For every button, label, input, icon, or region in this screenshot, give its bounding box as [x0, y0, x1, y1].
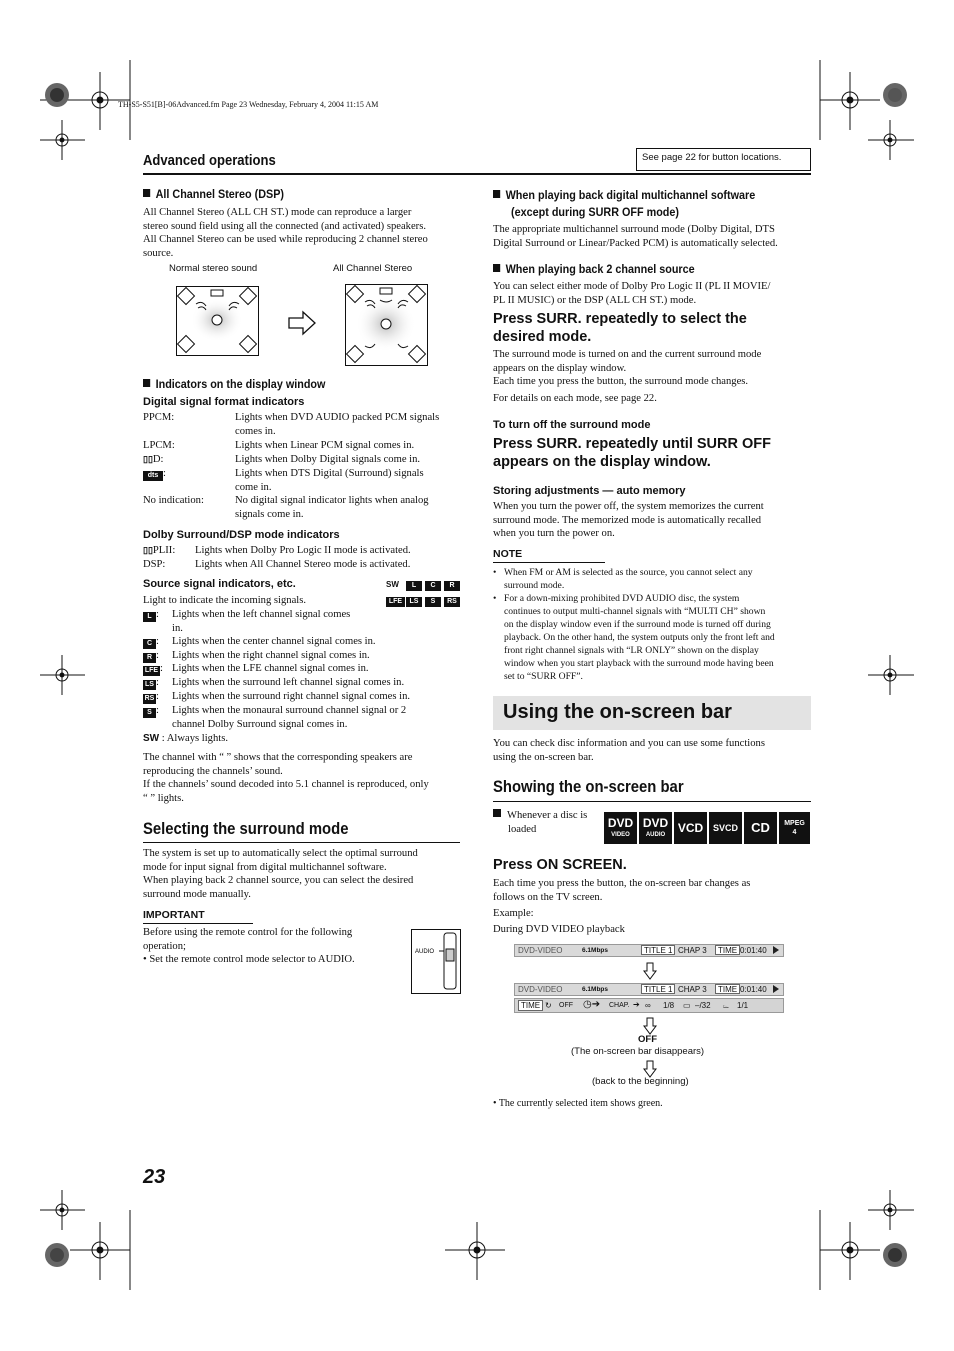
multi-body: The appropriate multichannel surround mode (Dolby Digital, DTS Digital Surround or Linear/Packed PCM) is automatically selected.	[493, 224, 778, 249]
press-surr-instruction: Press SURR. repeatedly to select the desired mode.	[493, 311, 747, 345]
showing-heading: Showing the on-screen bar	[493, 778, 684, 796]
fig-label-normal: Normal stereo sound	[169, 263, 258, 274]
note-list: • When FM or AM is selected as the source, you cannot select any surround mode. • For a down-mixing prohibited DVD AUDIO disc, the system continues to output multi-channel signals with “MULTI CH” shown on the display window even if the surround mode is turned off during playback. On the other hand, the system outputs only the front left and front right channel signals with “LR ONLY” shown on the display window when you start playback with the surround mode having been set to “SURR OFF”.	[493, 567, 775, 682]
final-note: • The currently selected item shows green.	[493, 1098, 663, 1109]
repeat-icon: ↻	[545, 1001, 552, 1010]
whenever-note: Whenever a disc is loaded	[493, 809, 587, 836]
dts-logo-icon: dts	[143, 471, 163, 481]
on-screen-bar-2-functions: TIME ↻ OFF ◷➔ CHAP. ➔ ∞ 1/8 ▭ –/32 ⌳ 1/1	[514, 998, 784, 1013]
important-body: Before using the remote control for the following operation; • Set the remote control mode selector to AUDIO.	[143, 927, 355, 966]
mpeg4-badge: MPEG 4	[779, 812, 810, 844]
storing-body: When you turn the power off, the system memorizes the current surround mode. The memorized mode is automatically recalled when you turn the power on.	[493, 501, 764, 540]
header-rule	[143, 173, 811, 175]
svcd-badge: SVCD	[709, 812, 742, 844]
dvd-audio-badge: DVD AUDIO	[639, 812, 672, 844]
press-on-screen: Press ON SCREEN.	[493, 857, 627, 873]
dvd-video-badge: DVD VIDEO	[604, 812, 637, 844]
down-arrow-icon	[643, 962, 657, 980]
page-number: 23	[143, 1166, 166, 1188]
press-off-instruction: Press SURR. repeatedly until SURR OFF appears on the display window.	[493, 436, 771, 470]
indicators-heading: Indicators on the display window	[143, 377, 325, 391]
back-note: (back to the beginning)	[592, 1076, 689, 1087]
angle-icon: ⌳	[723, 1001, 730, 1010]
important-label: IMPORTANT	[143, 909, 205, 921]
chapter-arrow-icon: ➔	[633, 1000, 640, 1009]
surround-heading: Selecting the surround mode	[143, 820, 349, 838]
clock-icon: ◷➔	[583, 999, 601, 1010]
acs-heading: All Channel Stereo (DSP)	[143, 187, 284, 201]
vcd-badge: VCD	[674, 812, 707, 844]
storing-heading: Storing adjustments — auto memory	[493, 485, 686, 497]
off-label: OFF	[638, 1034, 657, 1045]
source-intro: Light to indicate the incoming signals.	[143, 595, 306, 606]
acs-body: All Channel Stereo (ALL CH ST.) mode can reproduce a larger stereo sound field using all the connected (and activated) speakers. All Channel Stereo can be used while reproducing 2 channel stereo source.	[143, 207, 428, 259]
arrow-right-icon	[287, 310, 317, 336]
subtitle-icon: ▭	[683, 1001, 691, 1010]
banner-body: You can check disc information and you can use some functions using the on-screen bar.	[493, 738, 765, 763]
normal-stereo-diagram	[176, 286, 259, 356]
section-title: Advanced operations	[143, 153, 276, 169]
audio-label: AUDIO	[415, 949, 435, 955]
off-note: (The on-screen bar disappears)	[571, 1046, 705, 1057]
on-screen-bar-2: DVD-VIDEO 6.1Mbps TITLE 1 CHAP 3 TIME 0:01:40	[514, 983, 784, 996]
fig-label-all: All Channel Stereo	[333, 263, 413, 274]
play-icon	[773, 946, 779, 954]
on-screen-bar-1: DVD-VIDEO 6.1Mbps TITLE 1 CHAP 3 TIME 0:01:40	[514, 944, 784, 957]
section-banner: Using the on-screen bar	[493, 696, 811, 730]
all-channel-stereo-diagram	[345, 284, 428, 366]
surround-body: The system is set up to automatically select the optimal surround mode for input signal from digital multichannel software. When playing back 2 channel source, you can select the desired surround mode manually.	[143, 848, 418, 900]
two-channel-heading: When playing back 2 channel source	[493, 262, 695, 276]
press-surr-body: The surround mode is turned on and the current surround mode appears on the display window. Each time you press the button, the surround mode changes. For details on each mode, see page 22.	[493, 349, 762, 404]
note-box: See page 22 for button locations.	[636, 148, 811, 171]
down-arrow-icon	[643, 1017, 657, 1035]
digital-heading: Digital signal format indicators	[143, 396, 305, 408]
turn-off-heading: To turn off the surround mode	[493, 419, 651, 431]
audio-selector-illustration	[411, 929, 461, 994]
multi-heading: When playing back digital multichannel software (except during SURR OFF mode)	[493, 187, 755, 221]
source-heading: Source signal indicators, etc.	[143, 578, 296, 590]
dolby-heading: Dolby Surround/DSP mode indicators	[143, 529, 340, 541]
channel-note: The channel with “ ” shows that the corresponding speakers are reproducing the channels’ sound. If the channels’ sound decoded into 5.1 channel is reproduced, only “ ” lights.	[143, 752, 429, 804]
press-on-body: Each time you press the button, the on-screen bar changes as follows on the TV screen. Example: During DVD VIDEO playback	[493, 878, 751, 935]
note-label: NOTE	[493, 548, 523, 560]
audio-icon: ∞	[645, 1001, 651, 1010]
cd-badge: CD	[744, 812, 777, 844]
two-channel-body: You can select either mode of Dolby Pro Logic II (PL II MOVIE/ PL II MUSIC) or the DSP (ALL CH ST.) mode.	[493, 281, 771, 306]
file-info: TH-S5-S51[B]-06Advanced.fm Page 23 Wednesday, February 4, 2004 11:15 AM	[118, 100, 379, 109]
